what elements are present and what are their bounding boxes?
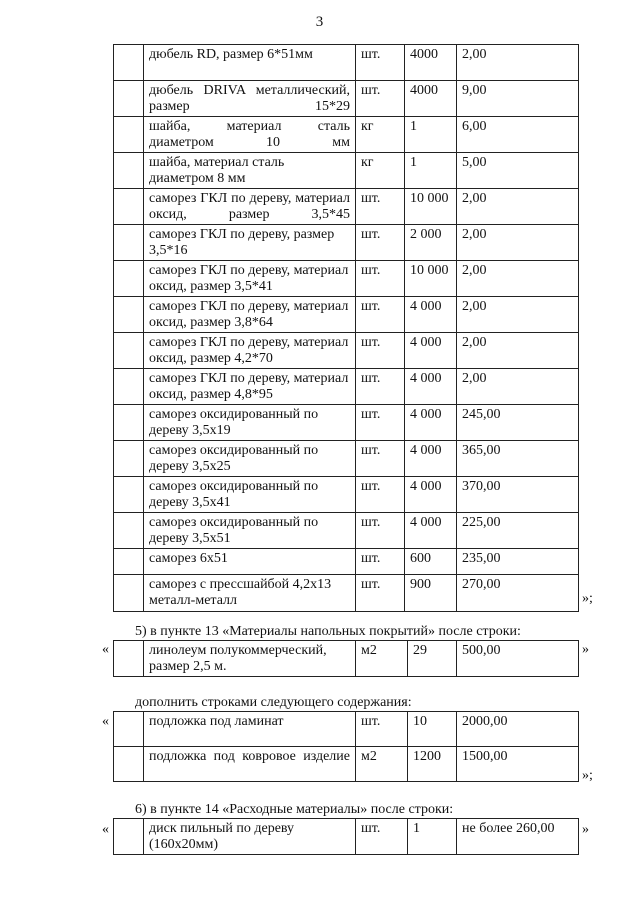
- table-row: [114, 712, 579, 747]
- table-row: [114, 45, 579, 81]
- row-name: саморез ГКЛ по дереву, материал оксид, размер 4,8*95: [144, 369, 356, 405]
- row-qty: 1: [405, 117, 457, 153]
- row-unit: м2: [356, 747, 408, 782]
- row-unit: шт.: [356, 513, 405, 549]
- row-name: шайба, материал сталь диаметром 10 мм: [144, 117, 356, 153]
- table-add-open-quote: «: [102, 714, 109, 729]
- row-price: 2,00: [457, 45, 579, 81]
- row-name: саморез оксидированный по дереву 3,5x25: [144, 441, 356, 477]
- row-price: 2,00: [457, 297, 579, 333]
- row-name: дюбель DRIVA металлический, размер 15*29: [144, 81, 356, 117]
- row-empty-cell: [114, 441, 144, 477]
- row-unit: м2: [356, 641, 408, 677]
- paragraph-5: 5) в пункте 13 «Материалы напольных покрытий» после строки:: [135, 624, 521, 639]
- row-qty: 4000: [405, 45, 457, 81]
- row-unit: шт.: [356, 81, 405, 117]
- table-row: [114, 369, 579, 405]
- table-add: [113, 711, 579, 782]
- row-price: 2,00: [457, 189, 579, 225]
- table-row: [114, 297, 579, 333]
- table-row: [114, 641, 579, 677]
- table-add-close-quote: »;: [582, 768, 593, 783]
- row-qty: 4 000: [405, 369, 457, 405]
- row-name: саморез с прессшайбой 4,2x13 металл-металл: [144, 575, 356, 612]
- row-unit: шт.: [356, 819, 408, 855]
- table-row: [114, 819, 579, 855]
- row-price: 5,00: [457, 153, 579, 189]
- row-name: саморез ГКЛ по дереву, размер 3,5*16: [144, 225, 356, 261]
- row-price: 370,00: [457, 477, 579, 513]
- row-empty-cell: [114, 369, 144, 405]
- row-price: 1500,00: [457, 747, 579, 782]
- row-qty: 4000: [405, 81, 457, 117]
- row-unit: шт.: [356, 405, 405, 441]
- table-5: [113, 640, 579, 677]
- row-empty-cell: [114, 225, 144, 261]
- table5-close-quote: »: [582, 642, 589, 657]
- row-qty: 4 000: [405, 513, 457, 549]
- row-qty: 4 000: [405, 297, 457, 333]
- row-empty-cell: [114, 117, 144, 153]
- row-empty-cell: [114, 747, 144, 782]
- row-name: саморез ГКЛ по дереву, материал оксид, размер 3,8*64: [144, 297, 356, 333]
- table-row: [114, 189, 579, 225]
- row-empty-cell: [114, 189, 144, 225]
- row-name: саморез ГКЛ по дереву, материал оксид, размер 4,2*70: [144, 333, 356, 369]
- table-row: [114, 225, 579, 261]
- row-unit: шт.: [356, 575, 405, 612]
- row-qty: 1200: [408, 747, 457, 782]
- table-6: [113, 818, 579, 855]
- row-price: 235,00: [457, 549, 579, 575]
- row-qty: 1: [408, 819, 457, 855]
- row-empty-cell: [114, 819, 144, 855]
- table5-open-quote: «: [102, 642, 109, 657]
- paragraph-add: дополнить строками следующего содержания:: [135, 695, 412, 710]
- row-unit: шт.: [356, 549, 405, 575]
- row-empty-cell: [114, 81, 144, 117]
- row-qty: 2 000: [405, 225, 457, 261]
- row-qty: 10 000: [405, 189, 457, 225]
- table-row: [114, 117, 579, 153]
- row-empty-cell: [114, 153, 144, 189]
- table-row: [114, 575, 579, 612]
- row-empty-cell: [114, 405, 144, 441]
- row-qty: 1: [405, 153, 457, 189]
- row-qty: 10 000: [405, 261, 457, 297]
- row-empty-cell: [114, 712, 144, 747]
- row-price: 2000,00: [457, 712, 579, 747]
- row-name: диск пильный по дереву (160x20мм): [144, 819, 356, 855]
- row-price: 270,00: [457, 575, 579, 612]
- row-price: 9,00: [457, 81, 579, 117]
- row-empty-cell: [114, 297, 144, 333]
- row-unit: шт.: [356, 369, 405, 405]
- row-unit: шт.: [356, 189, 405, 225]
- table6-close-quote: »: [582, 822, 589, 837]
- row-price: 6,00: [457, 117, 579, 153]
- row-price: 225,00: [457, 513, 579, 549]
- row-name: подложка под ковровое изделие: [144, 747, 356, 782]
- row-qty: 29: [408, 641, 457, 677]
- row-qty: 4 000: [405, 333, 457, 369]
- row-empty-cell: [114, 261, 144, 297]
- row-empty-cell: [114, 575, 144, 612]
- row-price: не более 260,00: [457, 819, 579, 855]
- row-qty: 4 000: [405, 405, 457, 441]
- row-name: шайба, материал сталь диаметром 8 мм: [144, 153, 356, 189]
- table-row: [114, 747, 579, 782]
- row-unit: шт.: [356, 261, 405, 297]
- row-name: дюбель RD, размер 6*51мм: [144, 45, 356, 81]
- table-row: [114, 477, 579, 513]
- row-empty-cell: [114, 477, 144, 513]
- table-row: [114, 549, 579, 575]
- table-row: [114, 405, 579, 441]
- row-price: 2,00: [457, 333, 579, 369]
- row-unit: шт.: [356, 477, 405, 513]
- row-unit: шт.: [356, 333, 405, 369]
- row-empty-cell: [114, 333, 144, 369]
- row-unit: шт.: [356, 225, 405, 261]
- paragraph-6: 6) в пункте 14 «Расходные материалы» после строки:: [135, 802, 454, 817]
- row-name: саморез 6x51: [144, 549, 356, 575]
- table-row: [114, 441, 579, 477]
- row-empty-cell: [114, 549, 144, 575]
- row-qty: 4 000: [405, 477, 457, 513]
- row-empty-cell: [114, 641, 144, 677]
- row-empty-cell: [114, 513, 144, 549]
- table-row: [114, 81, 579, 117]
- row-name: подложка под ламинат: [144, 712, 356, 747]
- row-qty: 600: [405, 549, 457, 575]
- table6-open-quote: «: [102, 822, 109, 837]
- row-name: саморез оксидированный по дереву 3,5x41: [144, 477, 356, 513]
- row-qty: 900: [405, 575, 457, 612]
- row-unit: кг: [356, 117, 405, 153]
- row-name: саморез ГКЛ по дереву, материал оксид, размер 3,5*45: [144, 189, 356, 225]
- row-price: 2,00: [457, 369, 579, 405]
- main-table-close-quote: »;: [582, 591, 593, 606]
- row-unit: кг: [356, 153, 405, 189]
- row-unit: шт.: [356, 297, 405, 333]
- row-price: 500,00: [457, 641, 579, 677]
- row-price: 2,00: [457, 261, 579, 297]
- row-qty: 10: [408, 712, 457, 747]
- row-name: саморез оксидированный по дереву 3,5x19: [144, 405, 356, 441]
- row-name: саморез ГКЛ по дереву, материал оксид, размер 3,5*41: [144, 261, 356, 297]
- row-price: 245,00: [457, 405, 579, 441]
- table-row: [114, 513, 579, 549]
- row-unit: шт.: [356, 441, 405, 477]
- table-row: [114, 153, 579, 189]
- row-empty-cell: [114, 45, 144, 81]
- row-name: саморез оксидированный по дереву 3,5x51: [144, 513, 356, 549]
- table-row: [114, 261, 579, 297]
- row-unit: шт.: [356, 45, 405, 81]
- row-price: 365,00: [457, 441, 579, 477]
- materials-table: [113, 44, 579, 612]
- row-unit: шт.: [356, 712, 408, 747]
- row-qty: 4 000: [405, 441, 457, 477]
- page-number: 3: [315, 14, 324, 30]
- table-row: [114, 333, 579, 369]
- row-name: линолеум полукоммерческий, размер 2,5 м.: [144, 641, 356, 677]
- row-price: 2,00: [457, 225, 579, 261]
